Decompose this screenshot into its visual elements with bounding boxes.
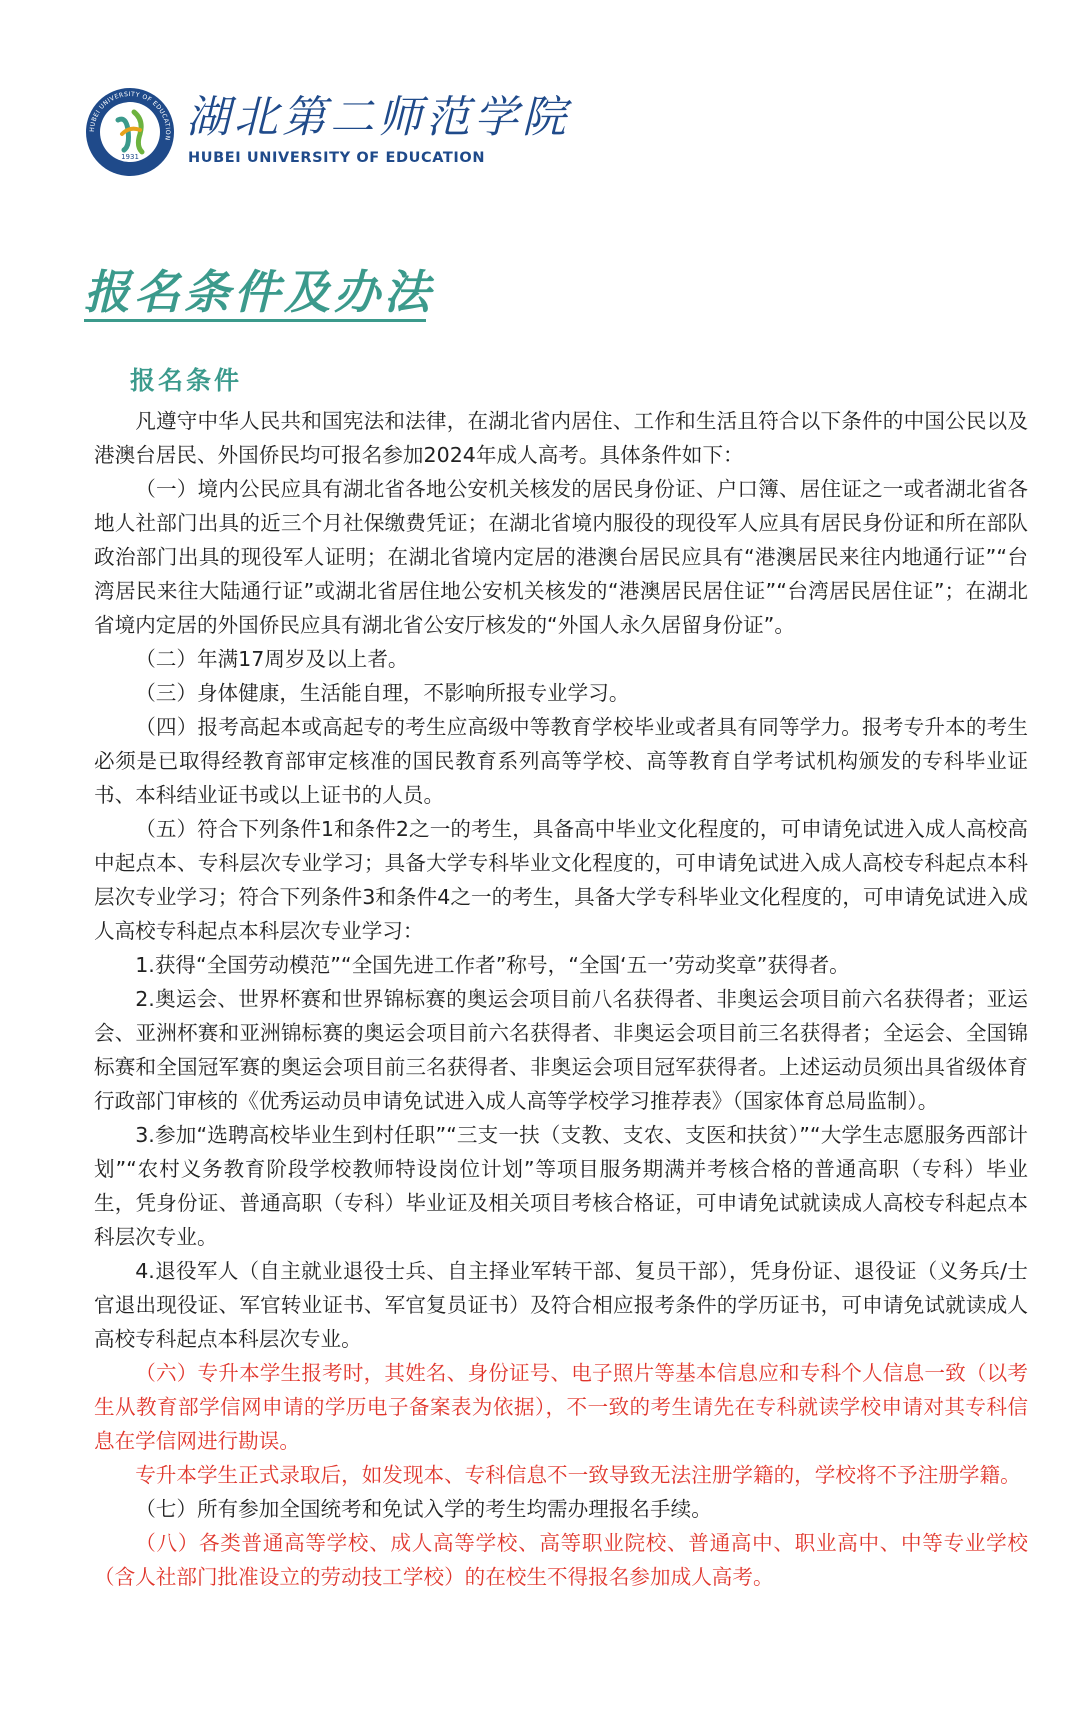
body-paragraph: 1.获得“全国劳动模范”“全国先进工作者”称号，“全国‘五一’劳动奖章”获得者。 (135, 953, 850, 977)
body-paragraph: 3.参加“选聘高校毕业生到村任职”“三支一扶（支教、支农、支医和扶贫）”“大学生志愿服务西部计划”“农村义务教育阶段学校教师特设岗位计划”等项目服务期满并考核合格的普通高职（专科）毕业生，凭身份证、普通高职（专科）毕业证及相关项目考核合格证，可申请免试就读成人高校专科起点本科层次专业。 (94, 1123, 1028, 1249)
body-paragraph: 2.奥运会、世界杯赛和世界锦标赛的奥运会项目前八名获得者、非奥运会项目前六名获得者；亚运会、亚洲杯赛和亚洲锦标赛的奥运会项目前六名获得者、非奥运会项目前三名获得者；全运会、全国锦标赛和全国冠军赛的奥运会项目前三名获得者、非奥运会项目冠军获得者。上述运动员须出具省级体育行政部门审核的《优秀运动员申请免试进入成人高等学校学习推荐表》（国家体育总局监制）。 (94, 987, 1028, 1113)
seal-year: 1931 (121, 153, 139, 161)
body-paragraph: （六）专升本学生报考时，其姓名、身份证号、电子照片等基本信息应和专科个人信息一致（以考生从教育部学信网申请的学历电子备案表为依据），不一致的考生请先在专科就读学校申请对其专科信息在学信网进行勘误。 (94, 1361, 1028, 1453)
body-paragraph: （三）身体健康，生活能自理，不影响所报专业学习。 (135, 681, 630, 705)
body-paragraph: 专升本学生正式录取后，如发现本、专科信息不一致导致无法注册学籍的，学校将不予注册学籍。 (135, 1463, 1021, 1487)
university-name-cn: 湖北第二师范学院 (186, 92, 570, 143)
body-text (94, 404, 1028, 1594)
university-name-en: HUBEI UNIVERSITY OF EDUCATION (188, 150, 486, 166)
body-paragraph: 凡遵守中华人民共和国宪法和法律，在湖北省内居住、工作和生活且符合以下条件的中国公民以及港澳台居民、外国侨民均可报名参加2024年成人高考。具体条件如下： (94, 409, 1028, 467)
body-paragraph: （七）所有参加全国统考和免试入学的考生均需办理报名手续。 (135, 1497, 712, 1521)
body-paragraph: （一）境内公民应具有湖北省各地公安机关核发的居民身份证、户口簿、居住证之一或者湖北省各地人社部门出具的近三个月社保缴费凭证；在湖北省境内服役的现役军人应具有居民身份证和所在部队政治部门出具的现役军人证明；在湖北省境内定居的港澳台居民应具有“港澳居民来往内地通行证”“台湾居民来往大陆通行证”或湖北省居住地公安机关核发的“港澳居民居住证”“台湾居民居住证”；在湖北省境内定居的外国侨民应具有湖北省公安厅核发的“外国人永久居留身份证”。 (94, 477, 1028, 637)
body-paragraph: 4.退役军人（自主就业退役士兵、自主择业军转干部、复员干部），凭身份证、退役证（义务兵/士官退出现役证、军官转业证书、军官复员证书）及符合相应报考条件的学历证书，可申请免试就读成人高校专科起点本科层次专业。 (94, 1259, 1028, 1351)
university-seal-logo (84, 86, 176, 178)
body-paragraph: （四）报考高起本或高起专的考生应高级中等教育学校毕业或者具有同等学力。报考专升本的考生必须是已取得经教育部审定核准的国民教育系列高等学校、高等教育自学考试机构颁发的专科毕业证书、本科结业证书或以上证书的人员。 (94, 715, 1028, 807)
body-paragraph: （二）年满17周岁及以上者。 (135, 647, 409, 671)
body-paragraph: （五）符合下列条件1和条件2之一的考生，具备高中毕业文化程度的，可申请免试进入成人高校高中起点本、专科层次专业学习；具备大学专科毕业文化程度的，可申请免试进入成人高校专科起点本科层次专业学习；符合下列条件3和条件4之一的考生，具备大学专科毕业文化程度的，可申请免试进入成人高校专科起点本科层次专业学习： (94, 817, 1028, 943)
body-paragraph: （八）各类普通高等学校、成人高等学校、高等职业院校、普通高中、职业高中、中等专业学校（含人社部门批准设立的劳动技工学校）的在校生不得报名参加成人高考。 (94, 1531, 1028, 1589)
title-underline (84, 319, 426, 322)
header (84, 86, 570, 186)
section-title: 报名条件及办法 (84, 265, 434, 319)
seal-ring-text: HUBEI UNIVERSITY OF EDUCATION (88, 90, 172, 142)
sub-title: 报名条件 (130, 366, 243, 395)
